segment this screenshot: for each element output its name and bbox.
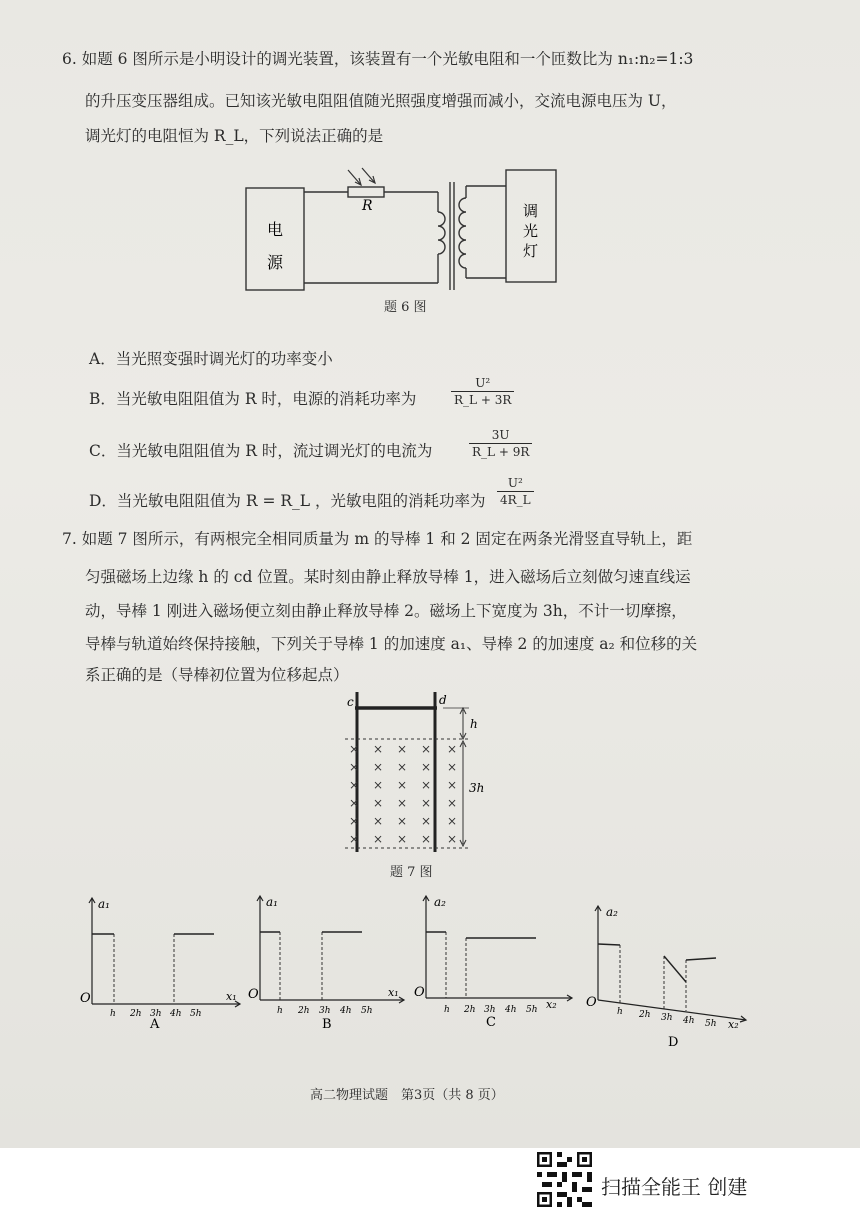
power-source-box bbox=[246, 188, 304, 290]
svg-text:h: h bbox=[444, 1005, 450, 1015]
q6-option-d: D．当光敏电阻阻值为 R = R_L ，光敏电阻的消耗功率为 bbox=[89, 492, 486, 510]
svg-text:4h: 4h bbox=[170, 1009, 182, 1019]
field-cross: × bbox=[373, 742, 384, 756]
graph-a-letter: A bbox=[150, 1017, 160, 1030]
magnetic-field-crosses bbox=[349, 742, 457, 846]
field-cross: × bbox=[421, 796, 432, 810]
graph-d bbox=[584, 900, 754, 1050]
graph-a-origin: O bbox=[80, 991, 91, 1006]
field-cross: × bbox=[397, 760, 408, 774]
fraction-numerator: U² bbox=[507, 476, 523, 490]
q6-line-1: 6. 如题 6 图所示是小明设计的调光装置，该装置有一个光敏电阻和一个匝数比为 n₁:n₂=1:3 bbox=[62, 50, 694, 68]
svg-text:3h: 3h bbox=[484, 1005, 496, 1015]
svg-text:3h: 3h bbox=[150, 1009, 162, 1019]
q6-figure-caption: 题 6 图 bbox=[384, 300, 427, 315]
graph-c bbox=[412, 892, 582, 1030]
field-cross: × bbox=[349, 832, 360, 846]
svg-text:2h: 2h bbox=[639, 1010, 651, 1020]
q6-line-3: 调光灯的电阻恒为 R_L，下列说法正确的是 bbox=[85, 127, 384, 145]
field-cross: × bbox=[373, 760, 384, 774]
lamp-label-1: 调 bbox=[523, 202, 539, 220]
field-cross: × bbox=[421, 742, 432, 756]
q6-circuit-diagram bbox=[240, 160, 570, 300]
fraction-denominator: R_L + 3R bbox=[451, 391, 514, 406]
fraction-denominator: 4R_L bbox=[497, 491, 534, 506]
field-cross: × bbox=[349, 814, 360, 828]
q7-figure-caption: 题 7 图 bbox=[390, 865, 433, 880]
lamp-label-3: 灯 bbox=[523, 242, 539, 260]
field-cross: × bbox=[447, 796, 458, 810]
field-cross: × bbox=[447, 760, 458, 774]
q6-line-2: 的升压变压器组成。已知该光敏电阻阻值随光照强度增强而减小，交流电源电压为 U， bbox=[85, 92, 677, 110]
graph-b-ylabel: a₁ bbox=[266, 895, 278, 909]
field-cross: × bbox=[421, 760, 432, 774]
svg-text:5h: 5h bbox=[190, 1009, 202, 1019]
graph-d-letter: D bbox=[668, 1035, 679, 1050]
svg-text:h: h bbox=[277, 1006, 283, 1016]
q7-line-5: 系正确的是（导棒初位置为位移起点） bbox=[85, 666, 349, 684]
svg-text:3h: 3h bbox=[661, 1013, 673, 1023]
graph-b-origin: O bbox=[248, 987, 259, 1002]
svg-text:5h: 5h bbox=[361, 1006, 373, 1016]
field-cross: × bbox=[447, 814, 458, 828]
graph-a-ylabel: a₁ bbox=[98, 897, 110, 911]
source-label-1: 电 bbox=[267, 220, 284, 239]
field-cross: × bbox=[447, 778, 458, 792]
field-cross: × bbox=[397, 832, 408, 846]
field-cross: × bbox=[397, 796, 408, 810]
graph-d-xlabel: x₂ bbox=[728, 1018, 739, 1031]
q7-line-3: 动，导棒 1 刚进入磁场便立刻由静止释放导棒 2。磁场上下宽度为 3h，不计一切摩擦， bbox=[85, 602, 687, 620]
svg-text:2h: 2h bbox=[298, 1006, 310, 1016]
svg-text:2h: 2h bbox=[130, 1009, 142, 1019]
field-cross: × bbox=[373, 832, 384, 846]
field-cross: × bbox=[447, 742, 458, 756]
svg-text:4h: 4h bbox=[505, 1005, 517, 1015]
page-footer: 高二物理试题 第3页（共 8 页） bbox=[310, 1088, 504, 1103]
q6-option-c: C．当光敏电阻阻值为 R 时，流过调光灯的电流为 bbox=[89, 442, 433, 460]
q6-option-b-fraction bbox=[451, 377, 514, 406]
graph-c-ylabel: a₂ bbox=[434, 895, 446, 909]
field-cross: × bbox=[373, 778, 384, 792]
svg-text:4h: 4h bbox=[683, 1016, 695, 1026]
field-cross: × bbox=[421, 814, 432, 828]
q7-line-2: 匀强磁场上边缘 h 的 cd 位置。某时刻由静止释放导棒 1，进入磁场后立刻做匀速直线运 bbox=[85, 568, 691, 586]
label-h: h bbox=[470, 717, 478, 731]
svg-text:5h: 5h bbox=[705, 1019, 717, 1029]
q7-magnetic-field-diagram bbox=[335, 686, 515, 858]
label-c: c bbox=[347, 695, 354, 709]
graph-a bbox=[78, 892, 248, 1030]
graph-d-ticks bbox=[617, 1007, 717, 1029]
field-cross: × bbox=[397, 778, 408, 792]
fraction-numerator: 3U bbox=[491, 428, 510, 442]
graph-b-letter: B bbox=[322, 1017, 332, 1030]
svg-text:2h: 2h bbox=[464, 1005, 476, 1015]
graph-b-xlabel: x₁ bbox=[388, 986, 399, 999]
q6-option-c-fraction bbox=[469, 429, 532, 458]
field-cross: × bbox=[349, 796, 360, 810]
label-3h: 3h bbox=[469, 781, 485, 795]
scanner-watermark: 扫描全能王 创建 bbox=[601, 1175, 748, 1199]
field-cross: × bbox=[349, 760, 360, 774]
q7-line-4: 导棒与轨道始终保持接触，下列关于导棒 1 的加速度 a₁、导棒 2 的加速度 a₂ 和位移的关 bbox=[85, 635, 698, 653]
graph-a-xlabel: x₁ bbox=[226, 990, 237, 1003]
svg-text:h: h bbox=[110, 1009, 116, 1019]
field-cross: × bbox=[421, 778, 432, 792]
svg-text:3h: 3h bbox=[319, 1006, 331, 1016]
photoresistor bbox=[348, 187, 384, 197]
graph-c-xlabel: x₂ bbox=[546, 998, 557, 1011]
field-cross: × bbox=[447, 832, 458, 846]
svg-text:4h: 4h bbox=[340, 1006, 352, 1016]
source-label-2: 源 bbox=[267, 253, 284, 272]
q6-option-a: A．当光照变强时调光灯的功率变小 bbox=[89, 350, 333, 368]
field-cross: × bbox=[373, 814, 384, 828]
resistor-label: R bbox=[362, 198, 373, 214]
label-d: d bbox=[439, 693, 447, 707]
field-cross: × bbox=[397, 814, 408, 828]
graph-d-ylabel: a₂ bbox=[606, 905, 618, 919]
field-cross: × bbox=[397, 742, 408, 756]
lamp-label-2: 光 bbox=[523, 222, 539, 240]
q7-line-1: 7. 如题 7 图所示，有两根完全相同质量为 m 的导棒 1 和 2 固定在两条光滑竖直导轨上，距 bbox=[62, 530, 693, 548]
graph-c-letter: C bbox=[486, 1015, 496, 1030]
q6-option-b: B．当光敏电阻阻值为 R 时，电源的消耗功率为 bbox=[89, 390, 417, 408]
graph-d-origin: O bbox=[586, 995, 597, 1010]
graph-c-ticks bbox=[444, 1005, 538, 1015]
graph-b-ticks bbox=[277, 1006, 373, 1016]
field-cross: × bbox=[349, 742, 360, 756]
q6-option-d-fraction bbox=[497, 477, 534, 506]
field-cross: × bbox=[421, 832, 432, 846]
field-cross: × bbox=[373, 796, 384, 810]
svg-text:5h: 5h bbox=[526, 1005, 538, 1015]
graph-c-origin: O bbox=[414, 985, 425, 1000]
qr-code-icon bbox=[537, 1152, 592, 1207]
graph-b bbox=[246, 892, 416, 1030]
fraction-numerator: U² bbox=[475, 376, 491, 390]
svg-text:h: h bbox=[617, 1007, 623, 1017]
fraction-denominator: R_L + 9R bbox=[469, 443, 532, 458]
field-cross: × bbox=[349, 778, 360, 792]
